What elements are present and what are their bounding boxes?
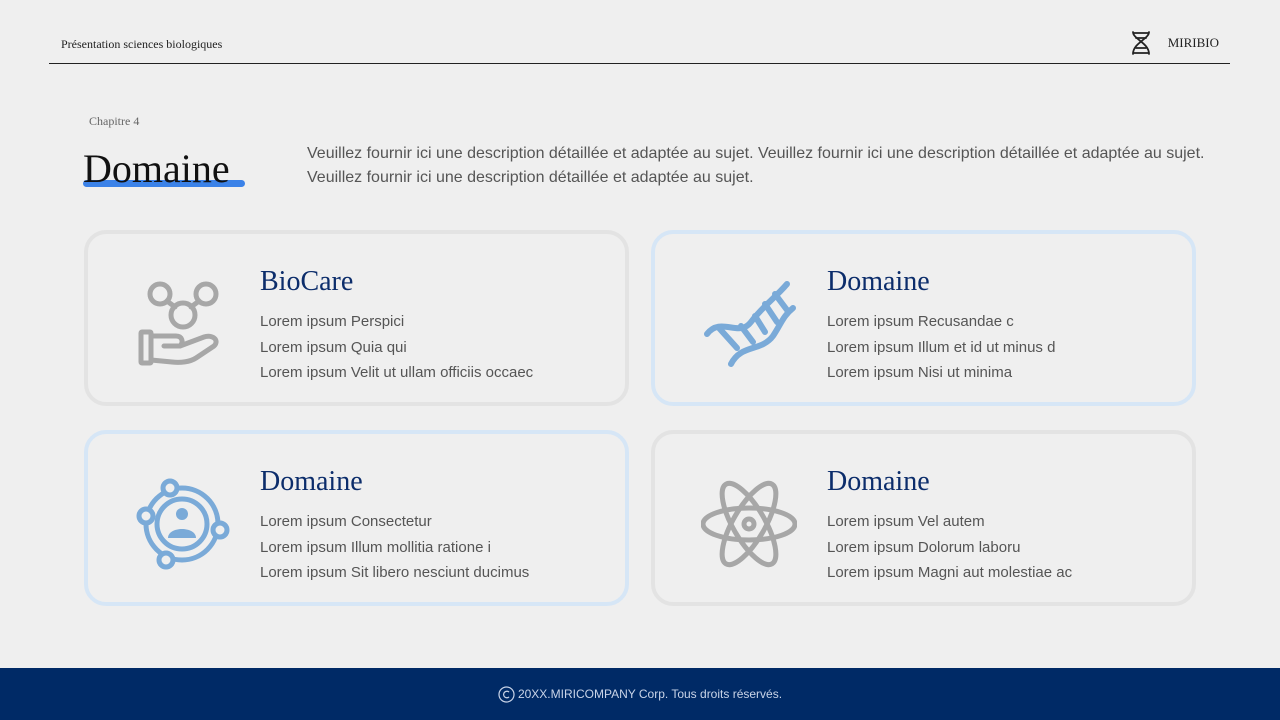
list-item: Lorem ipsum Recusandae c <box>827 313 1014 330</box>
list-item: Lorem ipsum Velit ut ullam officiis occaec <box>260 364 534 381</box>
card-domaine-network <box>84 430 629 606</box>
page-title-text: Domaine <box>83 146 230 191</box>
footer-text: 20XX.MIRICOMPANY Corp. Tous droits réservés. <box>517 687 783 701</box>
molecule-hand-icon <box>134 276 230 372</box>
card-list <box>827 309 1055 386</box>
chapter-label: Chapitre 4 <box>89 114 140 128</box>
page-title <box>83 143 230 195</box>
atom-icon <box>701 476 797 572</box>
header <box>49 0 1230 64</box>
list-item: Lorem ipsum Magni aut molestiae ac <box>827 564 1073 581</box>
brand <box>1130 30 1219 56</box>
intro-description: Veuillez fournir ici une description détaillée et adaptée au sujet. Veuillez fournir ici une description détaillée et adaptée au sujet. Veuillez fournir ici une description détaillée et adaptée au sujet. <box>307 145 1205 186</box>
card-title: Domaine <box>260 466 363 497</box>
list-item: Lorem ipsum Nisi ut minima <box>827 364 1013 381</box>
list-item: Lorem ipsum Quia qui <box>260 338 407 356</box>
card-title: Domaine <box>827 466 930 497</box>
card-domaine-dna <box>651 230 1196 406</box>
card-biocare <box>84 230 629 406</box>
list-item: Lorem ipsum Dolorum laboru <box>827 538 1021 556</box>
card-title: BioCare <box>260 266 354 297</box>
brand-name: MIRIBIO <box>1167 35 1219 50</box>
copyright-icon <box>498 686 515 703</box>
card-list <box>260 509 529 586</box>
card-title: Domaine <box>827 266 930 297</box>
card-list <box>260 309 533 386</box>
list-item: Lorem ipsum Perspici <box>260 313 405 330</box>
dna-icon <box>1130 30 1152 56</box>
footer <box>0 668 1280 720</box>
list-item: Lorem ipsum Sit libero nesciunt ducimus <box>260 564 530 581</box>
card-domaine-atom <box>651 430 1196 606</box>
list-item: Lorem ipsum Vel autem <box>827 513 985 530</box>
footer-copyright <box>498 686 782 703</box>
list-item: Lorem ipsum Illum et id ut minus d <box>827 338 1056 356</box>
dna-helix-icon <box>701 276 797 372</box>
list-item: Lorem ipsum Illum mollitia ratione i <box>260 538 491 556</box>
list-item: Lorem ipsum Consectetur <box>260 513 432 530</box>
network-person-icon <box>134 476 230 572</box>
card-list <box>827 509 1072 586</box>
presentation-title: Présentation sciences biologiques <box>61 37 223 51</box>
